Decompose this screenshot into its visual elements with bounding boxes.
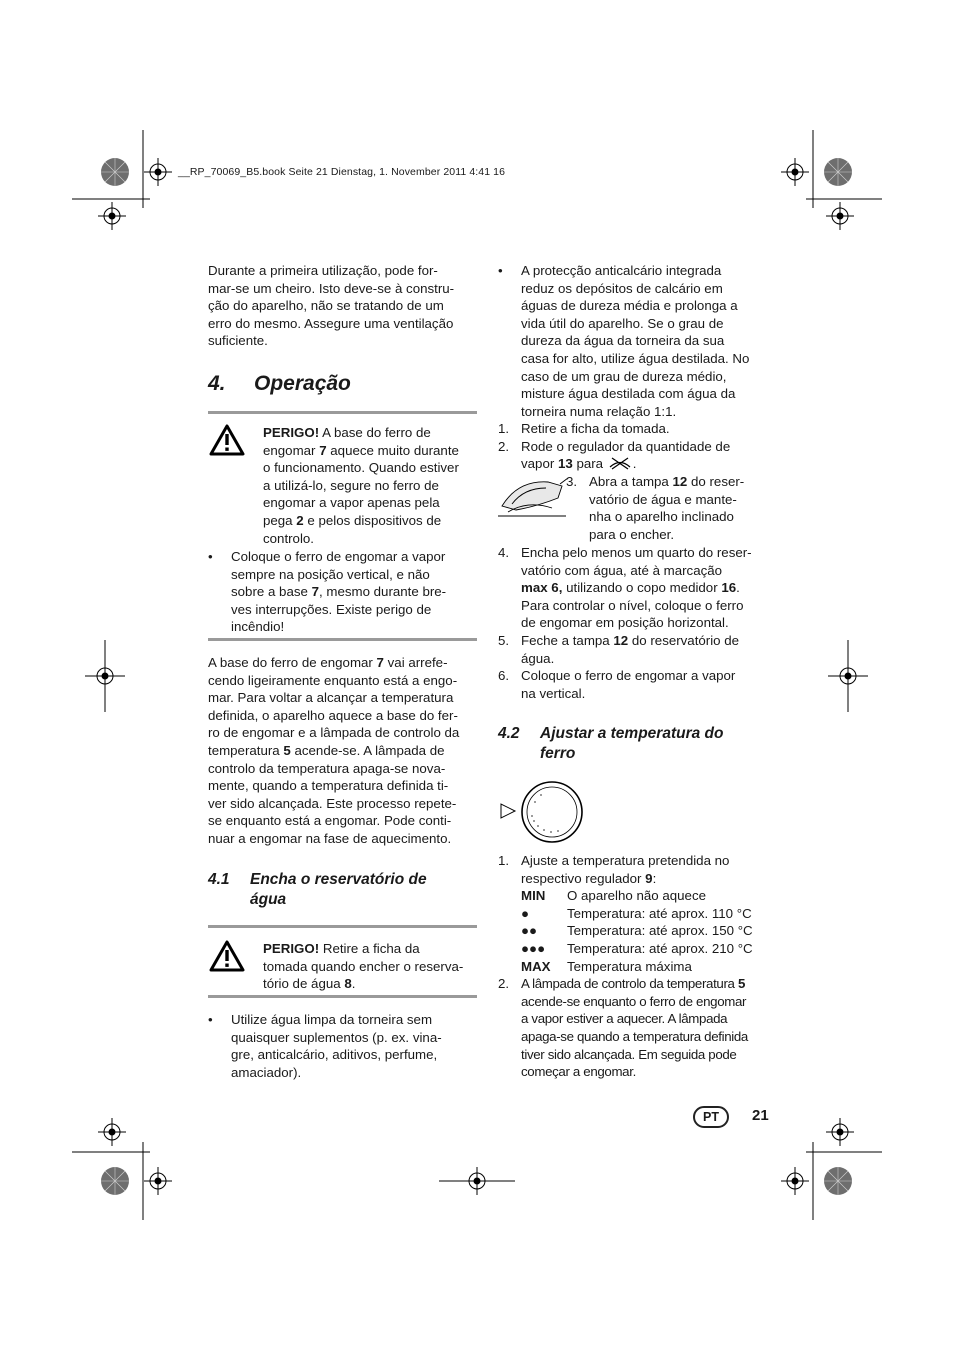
steam-off-icon xyxy=(607,456,633,470)
temp-setting-max: MAX Temperatura máxima xyxy=(521,958,692,974)
divider xyxy=(208,925,477,928)
step-2: 2. Rode o regulador da quantidade de vapor 13 para . xyxy=(498,438,731,472)
bullet-clean-water: • Utilize água limpa da torneira sem quaisquer suplementos (p. ex. vina- gre, anticalcário, aditivos, perfume, amaciador). xyxy=(208,1012,442,1080)
warning-2-text: PERIGO! Retire a ficha da tomada quando encher o reserva- tório de água 8. xyxy=(263,941,464,992)
bullet-vertical-position: • Coloque o ferro de engomar a vapor sempre na posição vertical, e não sobre a base 7, mesmo durante bre- ves interrupções. Existe perigo de incêndio! xyxy=(208,549,447,635)
section-4-heading xyxy=(208,372,351,396)
bullet-anti-calc: • A protecção anticalcário integrada reduz os depósitos de calcário em águas de dureza média e prolonga a vida útil do aparelho. Se o grau de dureza da água da torneira da sua casa for alto, utilize água destilada. No caso de um grau de dureza médio, misture água destilada com água da torneira numa relação 1:1. xyxy=(498,263,750,419)
temp-setting-min: MIN O aparelho não aquece xyxy=(521,888,706,904)
temperature-dial-illustration xyxy=(499,780,589,844)
warning-1-text: PERIGO! A base do ferro de engomar 7 aquece muito durante o funcionamento. Quando estiver a utilizá-lo, segure no ferro de engomar a vapor apenas pela pega 2 e pelos dispositivos de controlo. xyxy=(263,425,459,546)
temp-setting-2: ●● Temperatura: até aprox. 150 °C xyxy=(521,923,753,939)
page-number: 21 xyxy=(752,1107,769,1124)
step-2: 2. A lâmpada de controlo da temperatura 5 acende-se enquanto o ferro de engomar a vapor estiver a aquecer. A lâmpada apaga-se quando a temperatura definida tiver sido alcançada. Em seguida pode começar a engomar. xyxy=(498,976,748,1080)
divider xyxy=(208,411,477,414)
steps-fill-list-end xyxy=(498,544,770,702)
temp-setting-1: ● Temperatura: até aprox. 110 °C xyxy=(521,905,752,921)
step-3: 3. Abra a tampa 12 do reser- vatório de água e mante- nha o aparelho inclinado para o encher. xyxy=(566,474,745,542)
warning-triangle-icon xyxy=(209,424,245,456)
step-4: 4. Encha pelo menos um quarto do reser- vatório com água, até à marcação max 6, utilizando o copo medidor 16. Para controlar o nível, coloque o ferro de engomar em posição horizontal. xyxy=(498,545,752,631)
step-6: 6. Coloque o ferro de engomar a vapor na vertical. xyxy=(498,668,736,701)
section-number: 4.1 xyxy=(208,871,230,888)
section-number: 4. xyxy=(208,372,226,395)
divider xyxy=(208,995,477,998)
section-number: 4.2 xyxy=(498,725,520,742)
section-4-2-heading: 4.2 Ajustar a temperatura do ferro xyxy=(498,725,724,762)
intro-paragraph: Durante a primeira utilização, pode for- mar-se um cheiro. Isto deve-se à constru- ção do aparelho, não se tratando de um erro do mesmo. Assegure uma ventilação suficiente. xyxy=(208,263,455,349)
steps-fill-list-cont xyxy=(566,473,771,543)
divider xyxy=(208,638,477,641)
section-title: Operação xyxy=(254,372,351,395)
step-1: 1. Retire a ficha da tomada. xyxy=(498,421,670,436)
section-4-1-heading: 4.1 Encha o reservatório de água xyxy=(208,871,427,908)
iron-illustration xyxy=(498,476,568,518)
language-badge: PT xyxy=(693,1106,729,1128)
print-header: __RP_70069_B5.book Seite 21 Dienstag, 1. November 2011 4:41 16 xyxy=(178,166,506,178)
temp-setting-3: ●●● Temperatura: até aprox. 210 °C xyxy=(521,940,753,956)
step-5: 5. Feche a tampa 12 do reservatório de água. xyxy=(498,632,740,666)
steps-fill-list xyxy=(498,420,770,473)
step-1: 1. Ajuste a temperatura pretendida no respectivo regulador 9: MIN O aparelho não aquece ● Temperatura: até aprox. 110 °C ●● Temperatura: até aprox. 150 °C ●●● Temperatura: até aprox. 210 °C MAX Temperatura máxima xyxy=(498,853,753,974)
steps-temperature-list xyxy=(498,852,774,1081)
cooling-paragraph: A base do ferro de engomar 7 vai arrefe- cendo ligeiramente enquanto está a engo- mar. Para voltar a alcançar a temperatura definida, o aparelho aquece a base do fer- ro de engomar e a lâmpada de controlo da temperatura 5 acende-se. A lâmpada de controlo da temperatura apaga-se nova- mente, quando a temperatura definida ti- ver sido alcançada. Este processo repete- se enquanto está a engomar. Pode conti- nuar a engomar na fase de aquecimento. xyxy=(208,655,460,846)
warning-triangle-icon xyxy=(209,940,245,972)
